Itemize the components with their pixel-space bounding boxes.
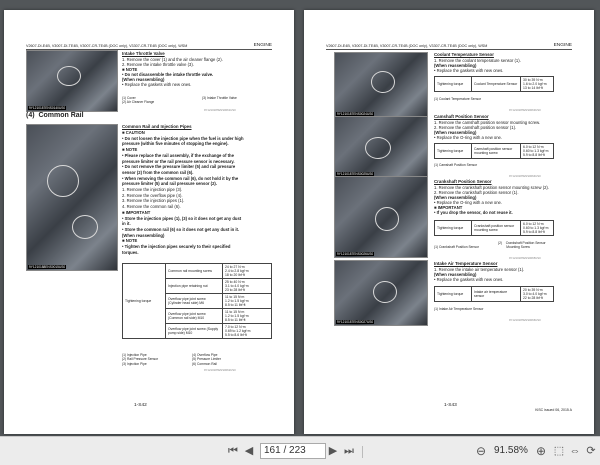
camshaft-sensor-steps: 1. Remove the camshaft position sensor mounting screw. 2. Remove the camshaft position sensor (1). (When reassembling) • Replace the O-ring with a new one.: [434, 120, 541, 141]
header-models: V2607-DI-E4B, V3007-DI-TE4B, V3007-CR-TE4B (DOC only), V3307-CR-TE4B (DOC only), WSM: [326, 44, 488, 48]
torque-table: Tightening torque Common rail mounting screw 24 to 27 N·m 2.4 to 2.8 kgf·m 18 to 20 lbf·ft Injection pipe retaining nut 25 to 40 N·m 3.1 to 4.0 kgf·m 23 to 28 lbf·ft Overflow pipe joint screw (Cylinder head side) M6 11 to 15 N·m 1.2 to 1.5 kgf·m 8.5 to 11 lbf·ft Overflow pipe joint screw (Common rail side) M10 11 to 15 N·m 1.2 to 1.5 kgf·m 8.5 to 11 lbf·ft Overflow pipe joint screw (Supply pump side) M10 7.0 to 12 N·m 0.69 to 1.2 kgf·m 5.5 to 8.6 lbf·ft: [122, 263, 272, 339]
page-header: [326, 44, 572, 50]
header-models: V2607-DI-E4B, V3007-DI-TE4B, V3007-CR-TE4B (DOC only), V3307-CR-TE4B (DOC only), WSM: [26, 44, 188, 48]
legend: (1) Intake Air Temperature Sensor: [434, 307, 484, 311]
legend: (1) Crankshaft Position Sensor(2) Crankshaft Position Sensor Mounting Screw: [434, 241, 546, 250]
photo-caption: 9Y1210188ENS0015US0: [29, 265, 66, 269]
previous-page-icon[interactable]: ◀: [244, 445, 254, 457]
ref-code: 9Y1210187ENS0064US0: [509, 174, 541, 178]
first-page-icon[interactable]: ⏮: [228, 445, 238, 457]
sensor-photo: [334, 52, 428, 118]
intake-air-sensor-title: Intake Air Temperature Sensor: [434, 261, 498, 266]
page-left: [4, 10, 294, 434]
intake-throttle-title: Intake Throttle Valve: [122, 51, 165, 56]
photo-caption: 9Y1210187ENS0024US0: [337, 112, 374, 116]
page-number-field[interactable]: 161 / 223: [260, 443, 326, 459]
common-rail-legend: (1) Injection Pipe (4) Overflow Pipe (2) Rail Pressure Sensor (5) Pressure Limiter (3) Injection Pipe (6) Common Rail: [122, 353, 221, 366]
fit-width-icon[interactable]: ⇔: [569, 445, 581, 457]
common-rail-title: Common Rail and Injection Pipes: [122, 124, 192, 129]
last-page-icon[interactable]: ⏭: [344, 445, 354, 457]
zoom-level[interactable]: 91.58%: [494, 445, 528, 456]
engine-photo: [26, 50, 118, 112]
sensor-photo: [334, 260, 428, 326]
ref-code: 9Y1210187ENS0065US0: [509, 256, 541, 260]
header-section: ENGINE: [553, 43, 572, 48]
legend: (1) Coolant Temperature Sensor: [434, 97, 482, 101]
photo-caption: 9Y1210187ENS0140US0: [29, 106, 66, 110]
legend: (1) Camshaft Position Sensor: [434, 163, 478, 167]
intake-throttle-steps: 1. Remove the cover (1) and the air cleaner flange (2). 2. Remove the intake throttle valve (3). ■ NOTE • Do not disassemble the intake throttle valve. (When reassembling) • Replace the gaskets with new ones.: [122, 57, 223, 88]
ref-code: 9Y1210187ENS0063US0: [509, 108, 541, 112]
photo-caption: 9Y1210187ENS0025US0: [337, 172, 374, 176]
section-heading: (4) Common Rail: [26, 112, 84, 119]
camshaft-sensor-title: Camshaft Position Sensor: [434, 114, 489, 119]
rotate-icon[interactable]: ⟳: [586, 445, 596, 457]
torque-table: Tightening torque Camshaft position sensor mounting screw 6.0 to 12 N·m 0.60 to 1.3 kgf·m 5.9 to 8.8 lbf·ft: [434, 143, 554, 159]
common-rail-steps: ■ CAUTION • Do not loosen the injection pipe when the fuel is under high pressure (within five minutes of stopping the engine). ■ NOTE • Please replace the rail assembly, if the exchange of the pressure limiter or the rail pressure sensor is necessary. • Do not remove the pressure limiter (5) and rail pressure sensor (2) from the common rail (6). • When removing the common rail (6), do not hold it by the pressure limiter (5) and rail pressure sensor (2). 1. Remove the injection pipe (3). 2. Remove the overflow pipe (4). 3. Remove the injection pipes (1). 4. Remove the common rail (6). ■ IMPORTANT • Store the injection pipes (1), (3) so it does not get any dust in it. • Store the common rail (6) so it does not get any dust in it. (When reassembling) ■ NOTE • Tighten the injection pipes securely to their specified torques.: [122, 130, 244, 255]
common-rail-photo: [26, 124, 118, 271]
sensor-photo: [334, 116, 428, 178]
next-page-icon[interactable]: ▶: [328, 445, 338, 457]
pdf-toolbar: [0, 436, 600, 465]
issue-label: KiSC issued 06, 2015 A: [535, 408, 572, 412]
zoom-in-icon[interactable]: ⊕: [535, 444, 547, 458]
photo-caption: 9Y1210187ENS0026US0: [337, 252, 374, 256]
page-number: 1-S42: [134, 403, 147, 408]
torque-table: Tightening torque Crankshaft position sensor mounting screw 6.0 to 12 N·m 0.60 to 1.3 kgf·m 5.9 to 8.8 lbf·ft: [434, 220, 554, 236]
ref-code: 9Y1210187ENS0066US0: [509, 318, 541, 322]
page-right: [304, 10, 594, 434]
coolant-sensor-steps: 1. Remove the coolant temperature sensor (1). (When reassembling) • Replace the gaskets with new ones.: [434, 58, 521, 74]
photo-caption: 9Y1210187ENS0027US0: [337, 320, 374, 324]
torque-table: Tightening torque Coolant Temperature Sensor 30 to 39 N·m 1.6 to 2.0 kgf·m 13 to 14 lbf·ft: [434, 76, 554, 92]
crankshaft-sensor-title: Crankshaft Position Sensor: [434, 179, 492, 184]
intake-air-sensor-steps: 1. Remove the intake air temperature sensor (1). (When reassembling) • Replace the gaskets with new ones.: [434, 267, 525, 283]
crankshaft-sensor-steps: 1. Remove the crankshaft position sensor mounting screw (2). 2. Remove the crankshaft position sensor (1). (When reassembling) • Replace the O-ring with a new one. ■ IMPORTANT • If you drop the sensor, do not reuse it.: [434, 185, 549, 216]
fit-page-icon[interactable]: ⬚: [553, 445, 565, 457]
header-section: ENGINE: [253, 43, 272, 48]
ref-code: 9Y1210187ENS0061US0: [204, 108, 236, 112]
intake-legend: (1) Cover (3) Intake Throttle Valve (2) Air Cleaner Flange: [122, 96, 237, 105]
ref-code: 9Y1210187ENS0062US0: [204, 368, 236, 372]
sensor-photo: [334, 176, 428, 258]
zoom-out-icon[interactable]: ⊖: [475, 444, 487, 458]
toolbar-separator: [362, 446, 363, 458]
page-number: 1-S43: [444, 403, 457, 408]
coolant-sensor-title: Coolant Temperature Sensor: [434, 52, 494, 57]
torque-table: Tightening torque Intake air temperature sensor 20 to 39 N·m 3.0 to 4.0 kgf·m 22 to 28 lbf·ft: [434, 286, 554, 302]
